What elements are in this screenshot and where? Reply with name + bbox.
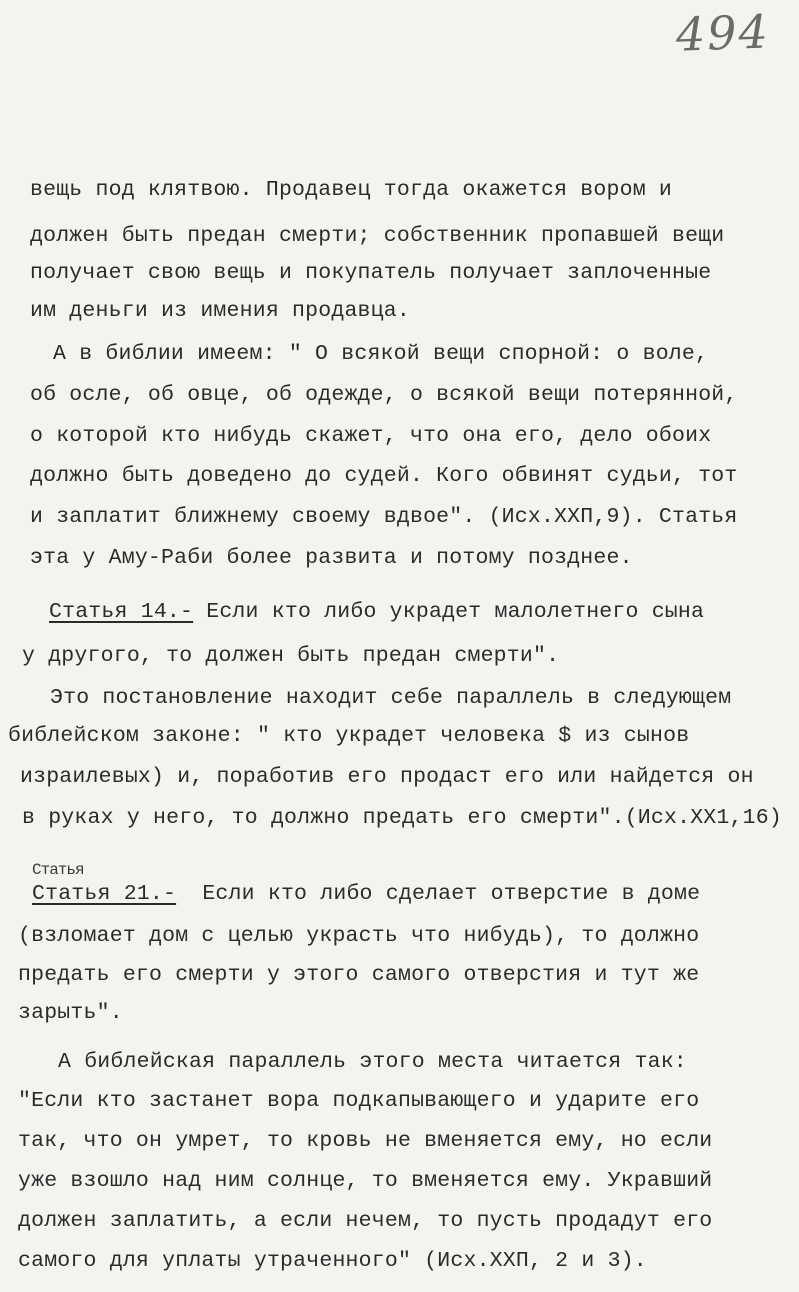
text-line: так, что он умрет, то кровь не вменяется ему, но если: [18, 1129, 713, 1153]
text-line: А библейская параллель этого места читается так:: [58, 1050, 687, 1074]
text-line: у другого, то должен быть предан смерти".: [22, 644, 560, 668]
text-line: должно быть доведено до судей. Кого обвинят судьи, тот: [30, 464, 738, 488]
text-line: зарыть".: [18, 1001, 123, 1025]
text-line: об осле, об овце, об одежде, о всякой вещи потерянной,: [30, 383, 738, 407]
article-14-label: Статья 14.-: [49, 600, 194, 624]
text-line: и заплатит ближнему своему вдвое". (Исх.ХХП,9). Статья: [30, 505, 738, 529]
text-line: им деньги из имения продавца.: [30, 299, 410, 323]
text-line: получает свою вещь и покупатель получает заплоченные: [30, 261, 712, 285]
text-line: эта у Аму-Раби более развита и потому позднее.: [30, 546, 633, 570]
text-line: израилевых) и, поработив его продаст его или найдется он: [20, 765, 754, 789]
text-line: вещь под клятвою. Продавец тогда окажется вором и: [30, 178, 673, 202]
text-line: "Если кто застанет вора подкапывающего и ударите его: [18, 1089, 700, 1113]
struck-text: Статья: [32, 861, 84, 879]
text-line: А в библии имеем: " О всякой вещи спорной: о воле,: [53, 342, 709, 366]
text-line: Если кто либо украдет малолетнего сына: [193, 600, 705, 624]
text-line: самого для уплаты утраченного" (Исх.ХХП, 2 и 3).: [18, 1249, 647, 1273]
text-line: Это постановление находит себе параллель в следующем: [50, 686, 732, 710]
text-line: Если кто либо сделает отверстие в доме: [176, 882, 701, 906]
text-line: уже взошло над ним солнце, то вменяется ему. Укравший: [18, 1169, 713, 1193]
text-line: в руках у него, то должно предать его смерти".(Исх.ХХ1,16): [22, 806, 782, 830]
text-line: должен быть предан смерти; собственник пропавшей вещи: [30, 224, 725, 248]
text-line: о которой кто нибудь скажет, что она его, дело обоих: [30, 424, 712, 448]
text-line: библейском законе: " кто украдет человека $ из сынов: [8, 724, 690, 748]
article-14-heading: [49, 598, 704, 626]
text-line: должен заплатить, а если нечем, то пусть продадут его: [18, 1209, 713, 1233]
text-line: (взломает дом с целью украсть что нибудь), то должно: [18, 924, 700, 948]
article-21-label: Статья 21.-: [32, 882, 177, 906]
article-21-heading: [32, 880, 700, 908]
text-line: предать его смерти у этого самого отверстия и тут же: [18, 963, 700, 987]
page-number: 494: [674, 4, 771, 62]
